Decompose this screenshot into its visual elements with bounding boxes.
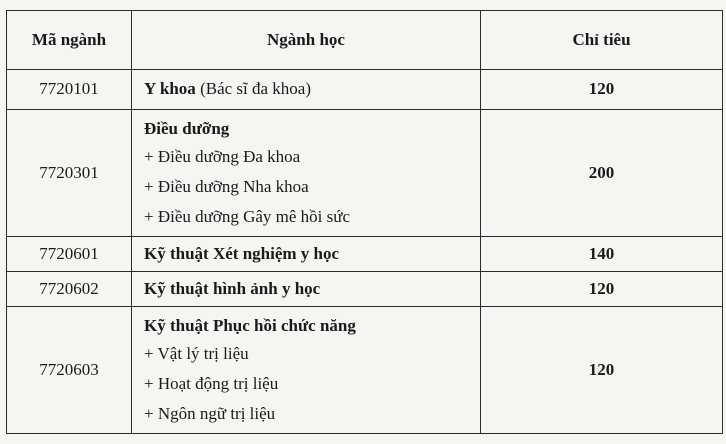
table-row [7,237,723,272]
row-quota: 120 [481,70,723,110]
row-code: 7720602 [7,272,132,307]
header-major: Ngành học [132,11,481,70]
header-code: Mã ngành [7,11,132,70]
major-title: Kỹ thuật Phục hồi chức năng [144,316,356,335]
sub-major: + Ngôn ngữ trị liệu [144,404,276,423]
row-major [132,110,481,237]
sub-major: + Điều dưỡng Gây mê hồi sức [144,207,351,226]
row-major [132,70,481,110]
admissions-quota-table [6,10,723,434]
row-code: 7720301 [7,110,132,237]
row-major [132,307,481,434]
major-title: Kỹ thuật hình ảnh y học [144,278,321,298]
sub-major: + Điều dưỡng Đa khoa [144,147,301,166]
major-title: Kỹ thuật Xét nghiệm y học [144,243,340,263]
table-row [7,272,723,307]
header-quota: Chỉ tiêu [481,11,723,70]
major-title: Y khoa [144,79,196,99]
table-row [7,110,723,237]
row-major [132,272,481,307]
major-title-suffix: (Bác sĩ đa khoa) [195,79,311,99]
sub-major: + Hoạt động trị liệu [144,374,279,393]
table-row [7,70,723,110]
table-header-row [7,11,723,70]
row-quota: 140 [481,237,723,272]
table-row [7,307,723,434]
row-major [132,237,481,272]
row-quota: 120 [481,307,723,434]
major-title: Điều dưỡng [144,119,230,138]
sub-major: + Vật lý trị liệu [144,344,249,363]
row-quota: 200 [481,110,723,237]
row-code: 7720603 [7,307,132,434]
row-quota: 120 [481,272,723,307]
row-code: 7720101 [7,70,132,110]
row-code: 7720601 [7,237,132,272]
sub-major: + Điều dưỡng Nha khoa [144,177,309,196]
